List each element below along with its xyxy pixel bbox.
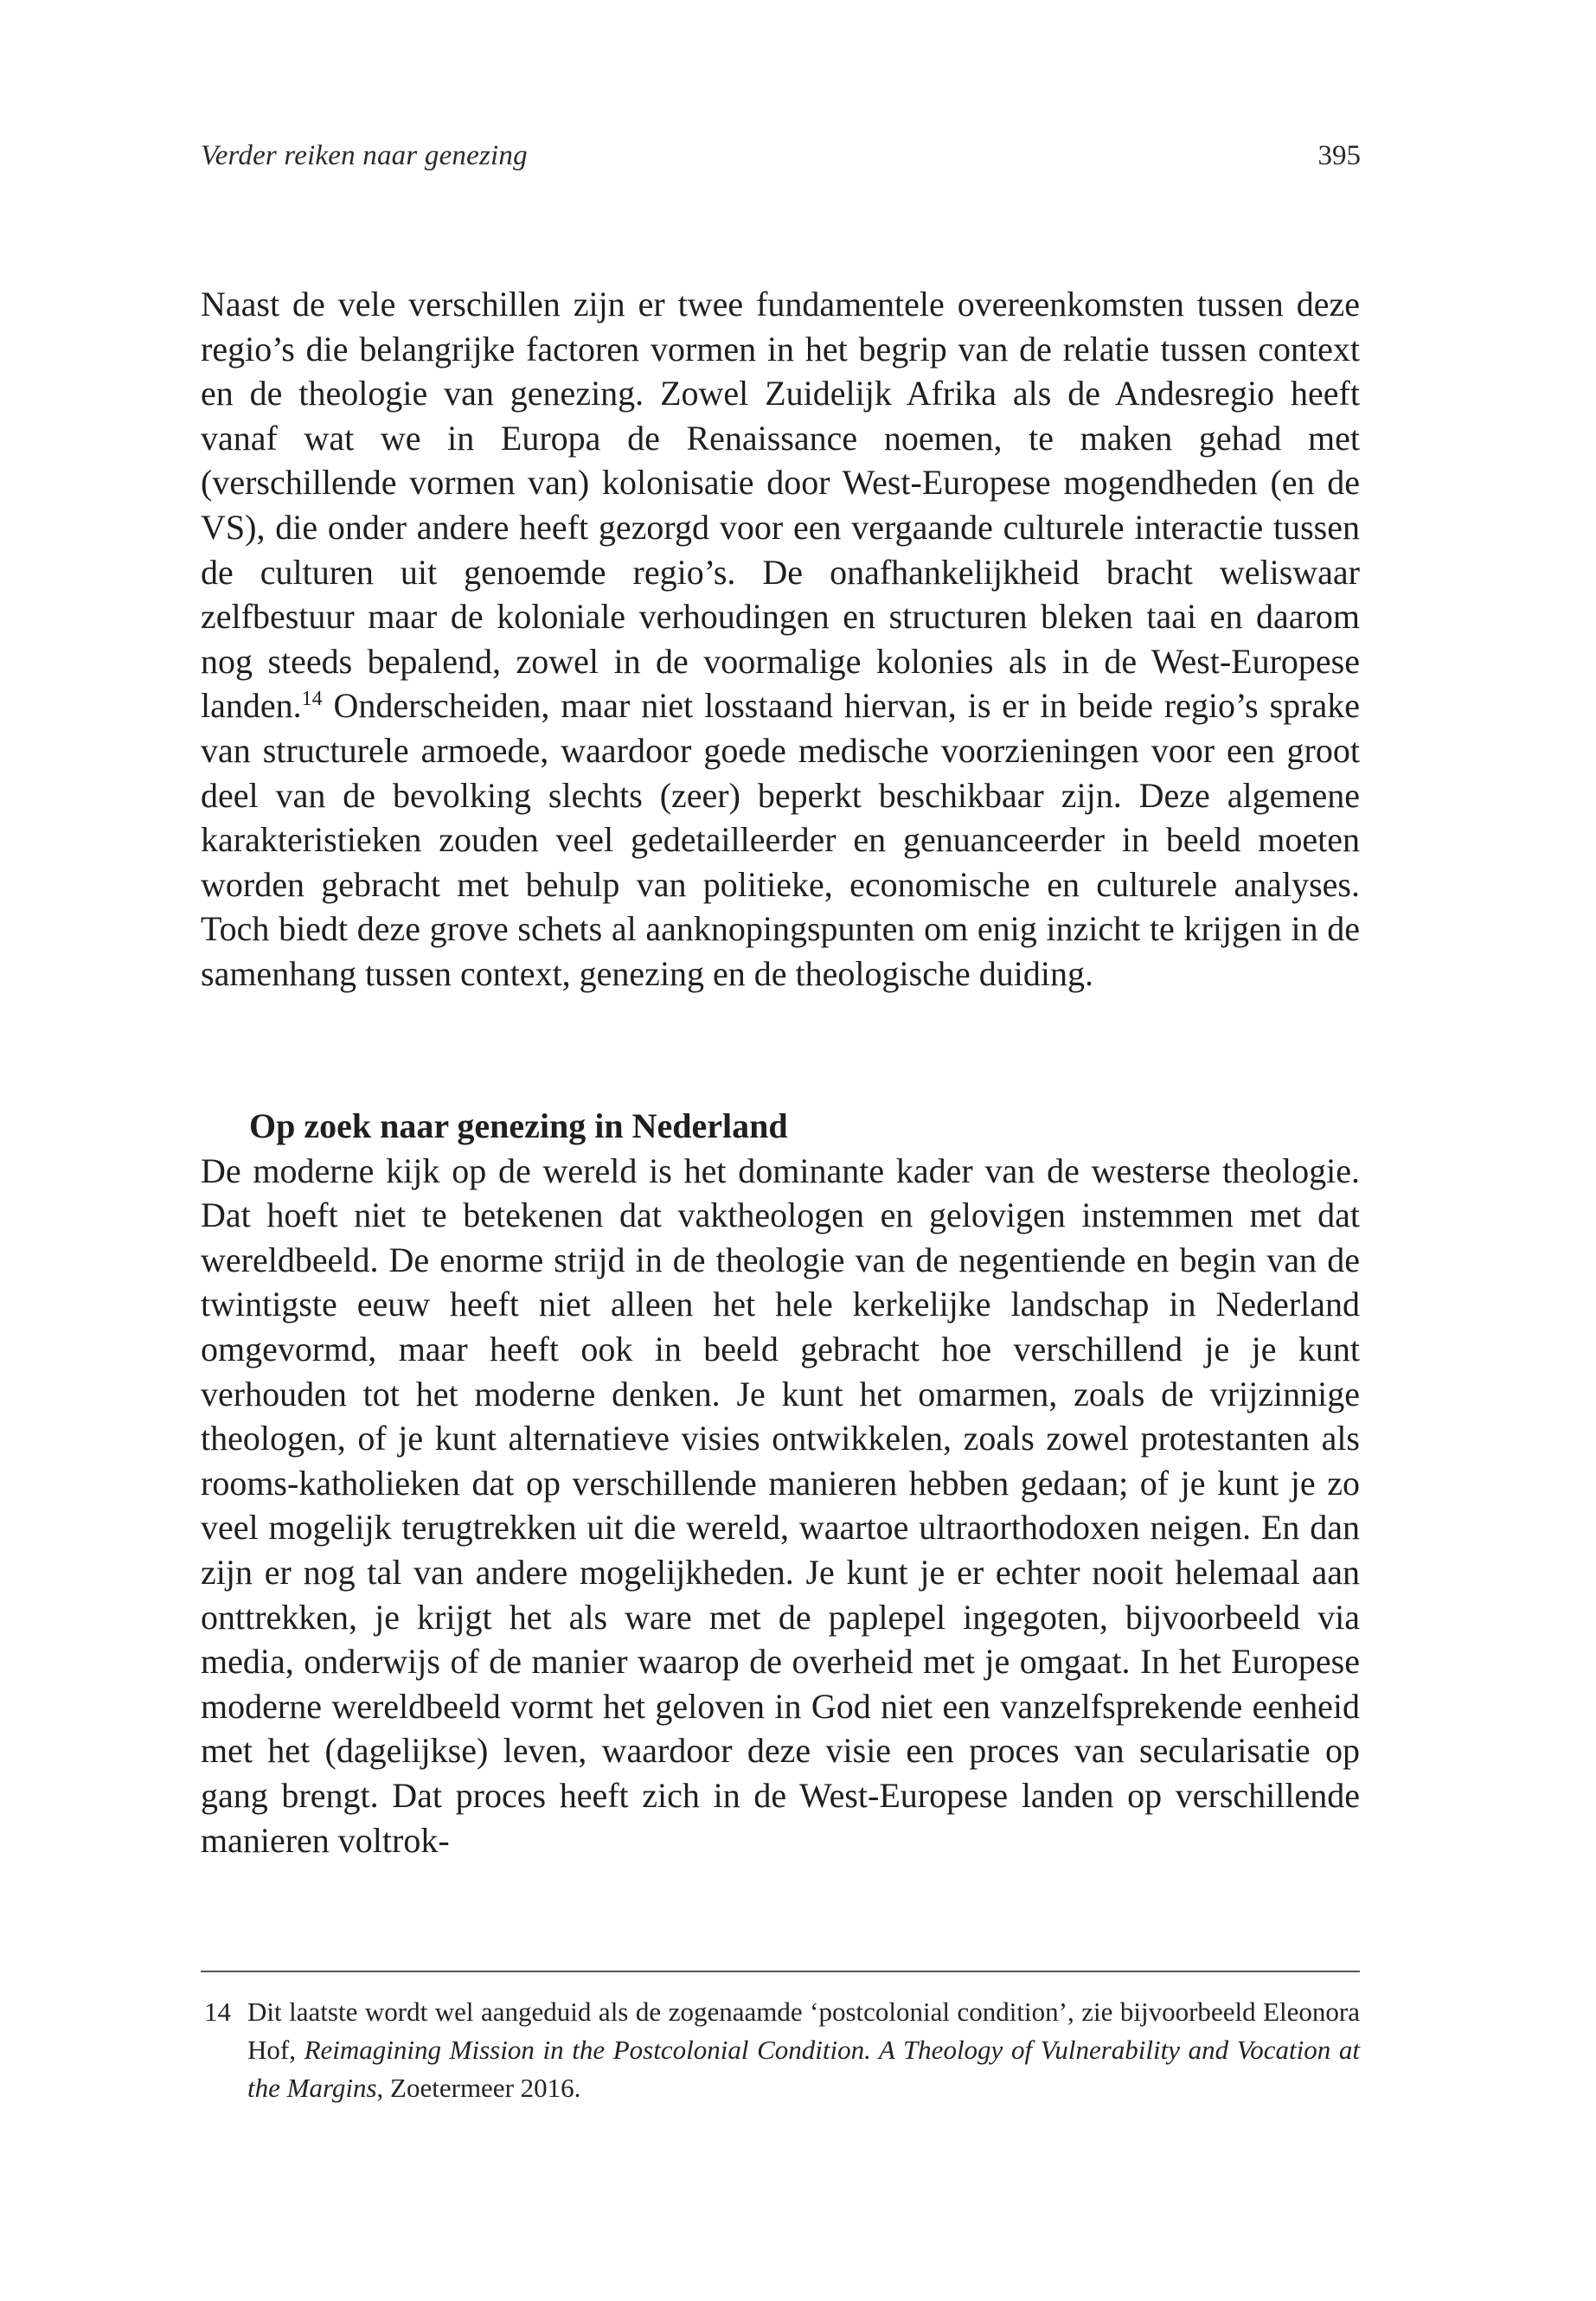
- footnote-text-start: Dit laatste wordt wel aangeduid als de zogenaamde ‘postcolonial condition’, zie bijvoorbeeld Eleonora Hof,: [247, 1997, 1360, 2065]
- footnote-body: [247, 1993, 1360, 2107]
- footnote-text-end: , Zoetermeer 2016.: [376, 2073, 581, 2103]
- section-nederland: [201, 1104, 1360, 1862]
- section-heading: Op zoek naar genezing in Nederland: [249, 1106, 788, 1145]
- footnote-number: 14: [204, 1997, 231, 2027]
- footnote-book-title: Reimagining Mission in the Postcolonial Condition. A Theology of Vulnerability and Vocation at the Margins: [247, 2035, 1360, 2103]
- page-number: 395: [1317, 140, 1361, 171]
- footnote-14: [201, 1993, 1360, 2107]
- paragraph-text-part-2: Onderscheiden, maar niet losstaand hiervan, is er in beide regio’s sprake van structurele armoede, waardoor goede medische voorzieningen voor een groot deel van de bevolking slechts (zeer) beperkt beschikbaar zijn. Deze algemene karakteristieken zouden veel gedetailleerder en genuanceerder in beeld moeten worden gebracht met behulp van politieke, economische en culturele analyses. Toch biedt deze grove schets al aanknopingspunten om enig inzicht te krijgen in de samenhang tussen context, genezing en de theologische duiding.: [201, 686, 1360, 993]
- footnote-reference: 14: [301, 688, 323, 711]
- paragraph-text: [201, 282, 1360, 997]
- paragraph-text-part-1: Naast de vele verschillen zijn er twee fundamentele overeenkomsten tussen deze regio’s die belangrijke factoren vormen in het begrip van de relatie tussen context en de theologie van genezing. Zowel Zuidelijk Afrika als de Andesregio heeft vanaf wat we in Europa de Renaissance noemen, te maken gehad met (verschillende vormen van) kolonisatie door West-Europese mogendheden (en de VS), die onder andere heeft gezorgd voor een vergaande culturele interactie tussen de culturen uit genoemde regio’s. De onafhankelijkheid bracht weliswaar zelfbestuur maar de koloniale verhoudingen en structuren bleken taai en daarom nog steeds bepalend, zowel in de voormalige kolonies als in de West-Europese landen.: [201, 285, 1360, 726]
- running-title: Verder reiken naar genezing: [201, 140, 528, 171]
- section-paragraph: De moderne kijk op de wereld is het dominante kader van de westerse theologie. Dat hoeft niet te betekenen dat vaktheologen en gelovigen instemmen met dat wereldbeeld. De enorme strijd in de theologie van de negentiende en begin van de twintigste eeuw heeft niet alleen het hele kerkelijke landschap in Nederland omgevormd, maar heeft ook in beeld gebracht hoe verschillend je je kunt verhouden tot het moderne denken. Je kunt het omarmen, zoals de vrijzinnige theologen, of je kunt alternatieve visies ontwikkelen, zoals zowel protestanten als rooms-katholieken dat op verschillende manieren hebben gedaan; of je kunt je zo veel mogelijk terugtrekken uit die wereld, waartoe ultraorthodoxen neigen. En dan zijn er nog tal van andere mogelijkheden. Je kunt je er echter nooit helemaal aan onttrekken, je krijgt het als ware met de paplepel ingegoten, bijvoorbeeld via media, onderwijs of de manier waarop de overheid met je omgaat. In het Europese moderne wereldbeeld vormt het geloven in God niet een vanzelfsprekende eenheid met het (dagelijkse) leven, waardoor deze visie een proces van secularisatie op gang brengt. Dat proces heeft zich in de West-Europese landen op verschillende manieren voltrok-: [201, 1150, 1360, 1860]
- body-paragraph-1: [201, 282, 1360, 997]
- footnote-divider: [201, 1971, 1360, 1972]
